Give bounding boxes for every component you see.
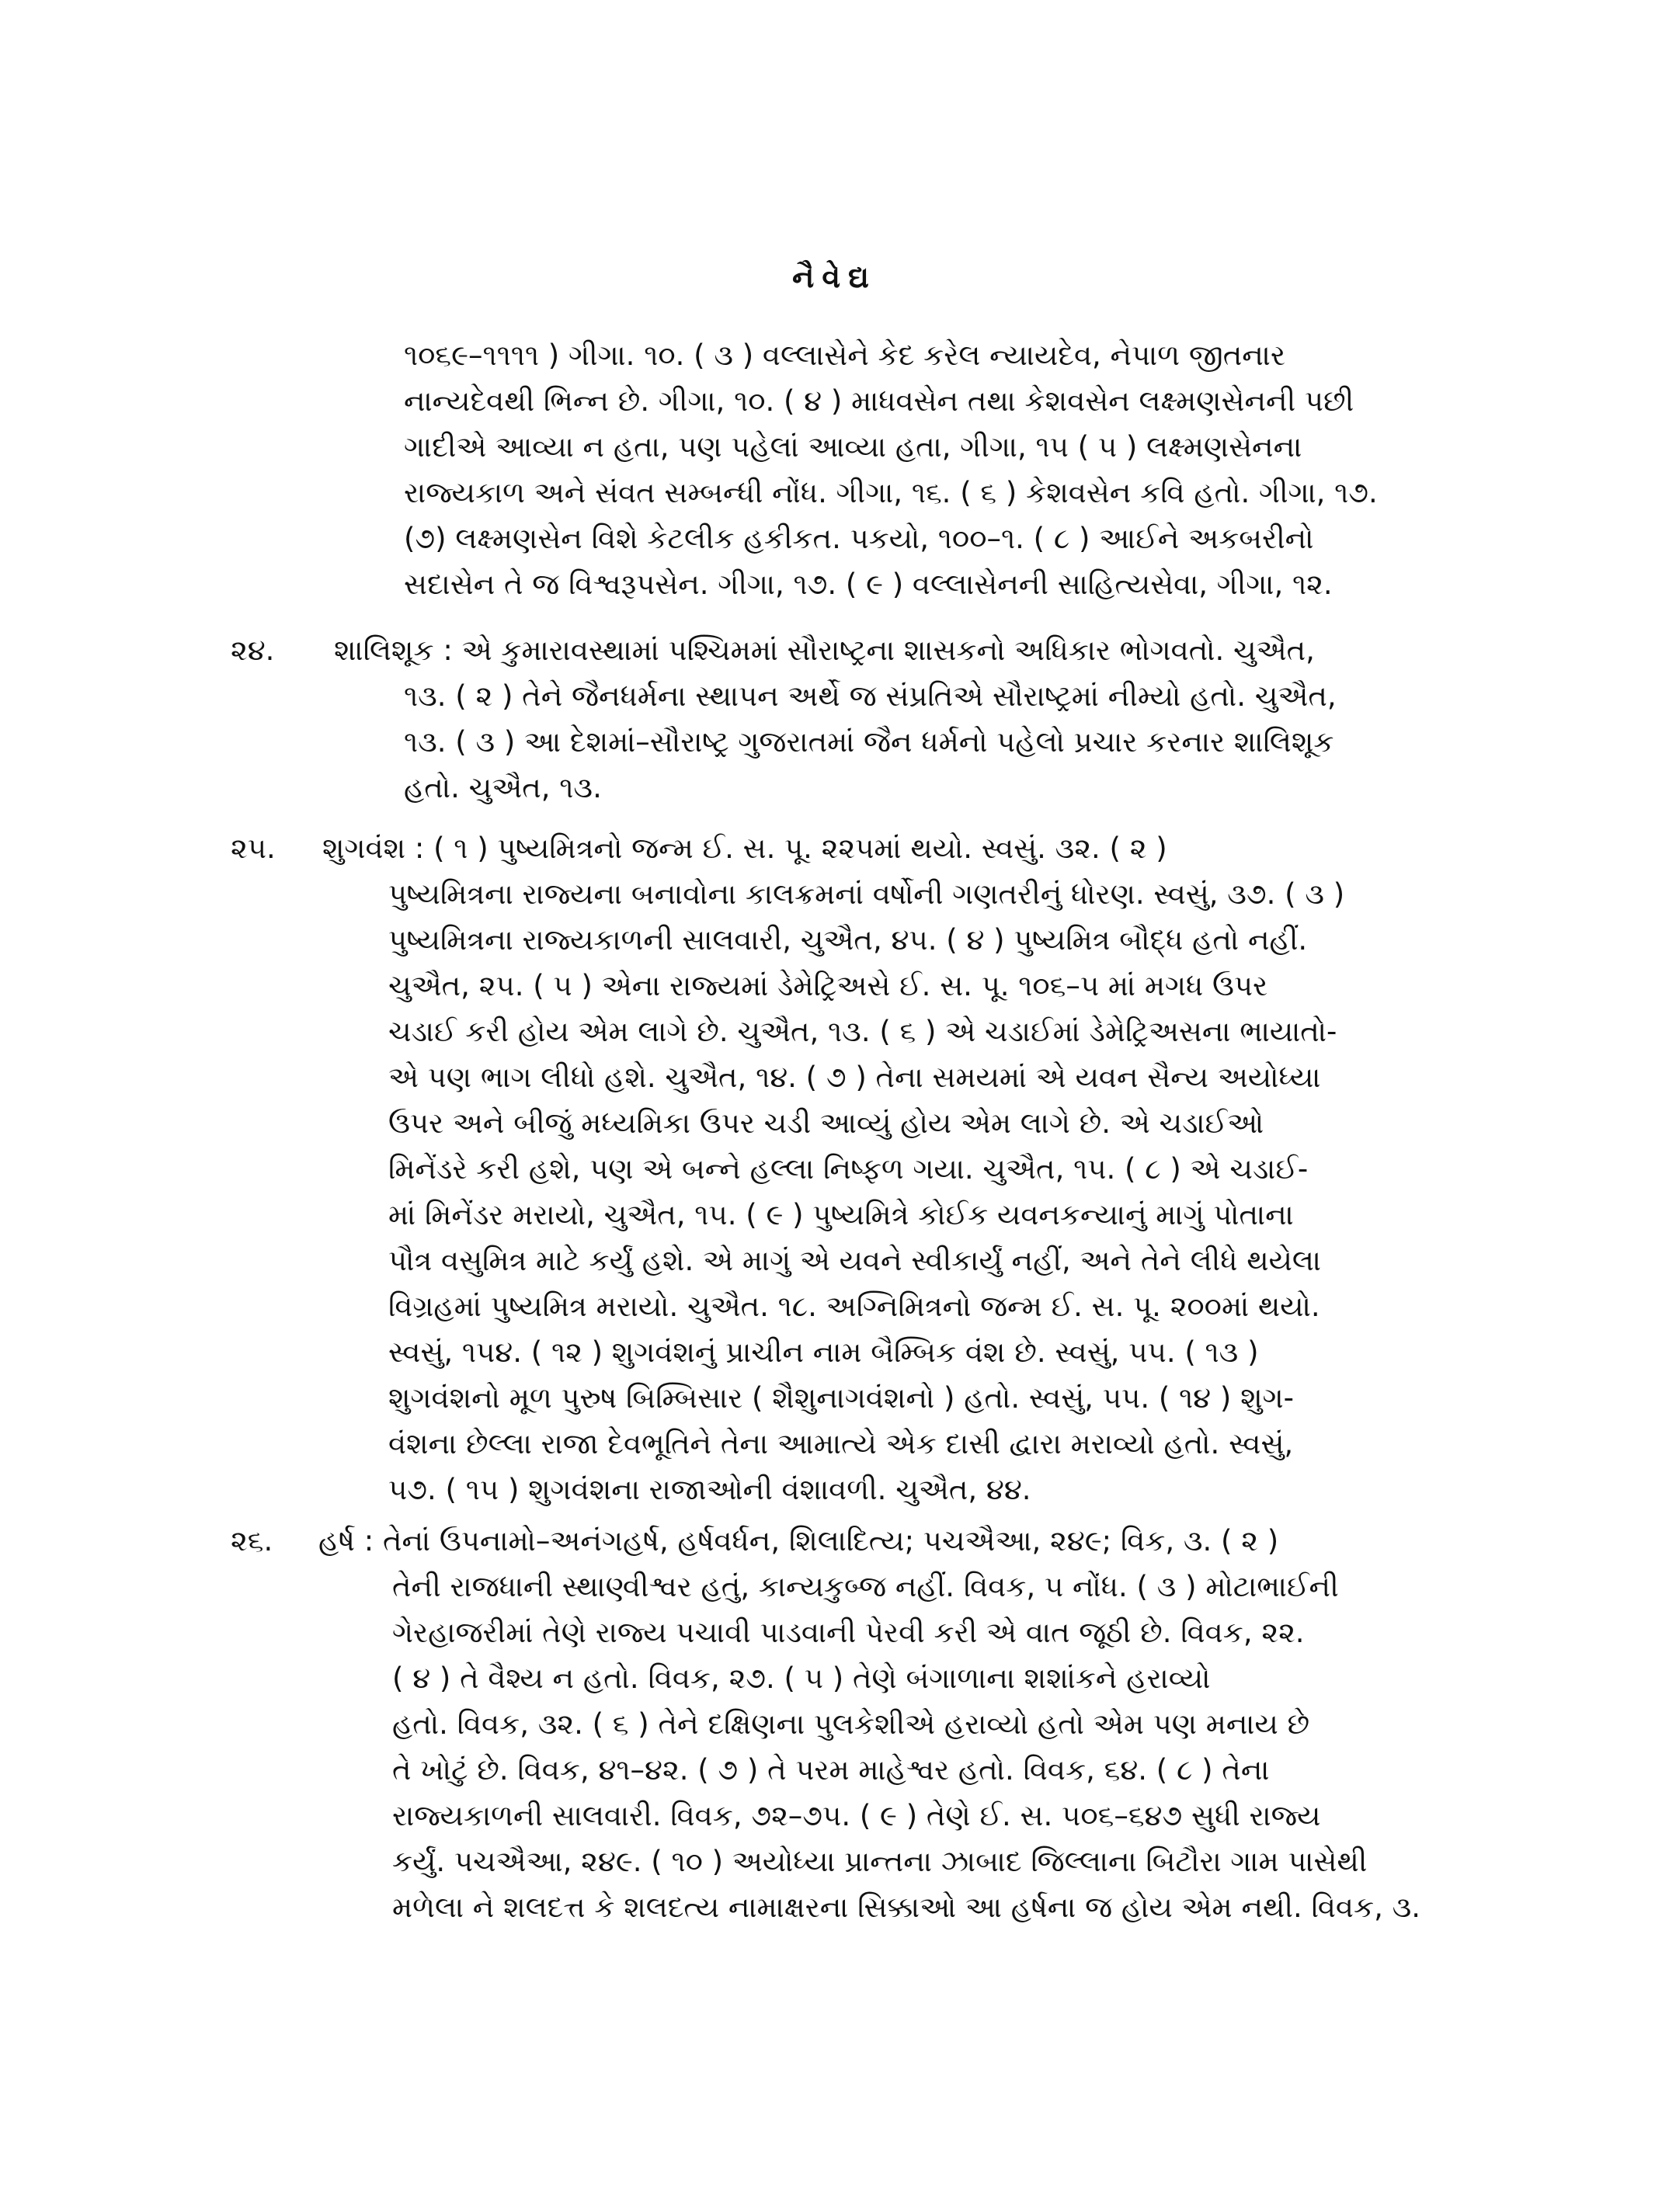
text-line: હતો. વિવક, ૩૨. ( ૬ ) તેને દક્ષિણના પુલકેશીએ હરાવ્યો હતો એમ પણ મનાય છે [392, 1707, 1310, 1741]
text-line: ૧૩. ( ૩ ) આ દેશમાં–સૌરાષ્ટ્ર ગુજરાતમાં જૈન ધર્મનો પહેલો પ્રચાર કરનાર શાલિશૂક [404, 725, 1334, 759]
text-line: વિગ્રહમાં પુષ્યમિત્ર મરાયો. ચુઐત. ૧૮. અગ્નિમિત્રનો જન્મ ઈ. સ. પૂ. ૨૦૦માં થયો. [388, 1290, 1320, 1323]
text-line: શાલિશૂક : એ કુમારાવસ્થામાં પશ્ચિમમાં સૌરાષ્ટ્રના શાસકનો અધિકાર ભોગવતો. ચુઐત, [334, 634, 1315, 667]
text-line: તેની રાજધાની સ્થાણ્વીશ્વર હતું, કાન્યકુબ્જ નહીં. વિવક, ૫ નોંધ. ( ૩ ) મોટાભાઈની [392, 1570, 1339, 1603]
text-line: સદાસેન તે જ વિશ્વરૂપસેન. ગીગા, ૧૭. ( ૯ ) વલ્લાસેનની સાહિત્યસેવા, ગીગા, ૧૨. [404, 568, 1333, 601]
text-line: સ્વસું, ૧૫૪. ( ૧૨ ) શુગવંશનું પ્રાચીન નામ બૈમ્બિક વંશ છે. સ્વસું, ૫૫. ( ૧૩ ) [388, 1335, 1259, 1369]
text-line: એ પણ ભાગ લીધો હશે. ચુઐત, ૧૪. ( ૭ ) તેના સમયમાં એ યવન સૈન્ય અયોધ્યા [388, 1061, 1321, 1094]
text-line: મળેલા ને શલદત્ત કે શલદત્ય નામાક્ષરના સિક્કાઓ આ હર્ષના જ હોય એમ નથી. વિવક, ૩. [392, 1891, 1420, 1924]
text-line: ઉપર અને બીજું મધ્યમિકા ઉપર ચડી આવ્યું હોય એમ લાગે છે. એ ચડાઈઓ [388, 1106, 1264, 1140]
text-line: ૫૭. ( ૧૫ ) શુગવંશના રાજાઓની વંશાવળી. ચુઐત, ૪૪. [388, 1473, 1031, 1506]
text-line: ૧૩. ( ૨ ) તેને જૈનધર્મના સ્થાપન અર્થે જ સંપ્રતિએ સૌરાષ્ટ્રમાં નીમ્યો હતો. ચુઐત, [404, 679, 1337, 713]
text-line: ૧૦૬૯–૧૧૧૧ ) ગીગા. ૧૦. ( ૩ ) વલ્લાસેને કેદ કરેલ ન્યાયદેવ, નેપાળ જીતનાર [404, 339, 1285, 372]
text-line: ( ૪ ) તે વૈશ્ય ન હતો. વિવક, ૨૭. ( ૫ ) તેણે બંગાળાના શશાંકને હરાવ્યો [392, 1662, 1211, 1695]
text-line: નાન્યદેવથી ભિન્ન છે. ગીગા, ૧૦. ( ૪ ) માધવસેન તથા કેશવસેન લક્ષ્મણસેનની પછી [404, 384, 1354, 418]
text-line: ચુઐત, ૨૫. ( ૫ ) એના રાજ્યમાં ડેમેટ્રિઅસે ઈ. સ. પૂ. ૧૦૬–૫ માં મગધ ઉપર [388, 969, 1268, 1002]
text-line: શુગવંશનો મૂળ પુરુષ બિમ્બિસાર ( શૈશુનાગવંશનો ) હતો. સ્વસું, ૫૫. ( ૧૪ ) શુગ- [388, 1381, 1294, 1415]
text-line: તે ખોટું છે. વિવક, ૪૧–૪૨. ( ૭ ) તે પરમ માહેશ્વર હતો. વિવક, ૬૪. ( ૮ ) તેના [392, 1753, 1270, 1787]
text-line: વંશના છેલ્લા રાજા દેવભૂતિને તેના આમાત્યે એક દાસી દ્વારા મરાવ્યો હતો. સ્વસું, [388, 1427, 1294, 1460]
text-line: (૭) લક્ષ્મણસેન વિશે કેટલીક હકીકત. પકયો, ૧૦૦–૧. ( ૮ ) આઈને અકબરીનો [404, 522, 1314, 555]
entry-number: ૨૫. [231, 832, 276, 865]
text-line: રાજ્યકાળની સાલવારી. વિવક, ૭૨–૭૫. ( ૯ ) તેણે ઈ. સ. ૫૦૬–૬૪૭ સુધી રાજ્ય [392, 1799, 1321, 1832]
entry-number: ૨૪. [231, 634, 275, 667]
text-line: મિનેંડરે કરી હશે, પણ એ બન્ને હલ્લા નિષ્ફળ ગયા. ચુઐત, ૧૫. ( ૮ ) એ ચડાઈ- [388, 1152, 1309, 1186]
text-line: પુષ્યમિત્રના રાજ્યના બનાવોના કાલક્રમનાં વર્ષોની ગણતરીનું ધોરણ. સ્વસું, ૩૭. ( ૩ ) [388, 877, 1345, 911]
page-header: નૈવેદ્ય [792, 260, 877, 294]
text-line: માં મિનેંડર મરાયો, ચુઐત, ૧૫. ( ૯ ) પુષ્યમિત્રે કોઈક યવનકન્યાનું માગું પોતાના [388, 1198, 1294, 1231]
entry-number: ૨૬. [231, 1524, 273, 1557]
text-line: ગેરહાજરીમાં તેણે રાજ્ય પચાવી પાડવાની પેરવી કરી એ વાત જૂઠી છે. વિવક, ૨૨. [392, 1616, 1305, 1649]
text-line: ચડાઈ કરી હોય એમ લાગે છે. ચુઐત, ૧૩. ( ૬ ) એ ચડાઈમાં ડેમેટ્રિઅસના ભાયાતો- [388, 1015, 1337, 1048]
text-line: પૌત્ર વસુમિત્ર માટે કર્યું હશે. એ માગું એ યવને સ્વીકાર્યું નહીં, અને તેને લીધે થયેલા [388, 1244, 1321, 1277]
text-line: શુગવંશ : ( ૧ ) પુષ્યમિત્રનો જન્મ ઈ. સ. પૂ. ૨૨૫માં થયો. સ્વસું. ૩૨. ( ૨ ) [322, 832, 1167, 865]
text-line: કર્યું. પચઐઆ, ૨૪૯. ( ૧૦ ) અયોધ્યા પ્રાન્તના ઝાબાદ જિલ્લાના બિટૌરા ગામ પાસેથી [392, 1845, 1368, 1878]
text-line: પુષ્યમિત્રના રાજ્યકાળની સાલવારી, ચુઐત, ૪૫. ( ૪ ) પુષ્યમિત્ર બૌદ્ધ હતો નહીં. [388, 923, 1308, 957]
text-line: રાજ્યકાળ અને સંવત સમ્બન્ધી નોંધ. ગીગા, ૧૬. ( ૬ ) કેશવસેન કવિ હતો. ગીગા, ૧૭. [404, 476, 1378, 509]
text-line: હર્ષ : તેનાં ઉપનામો–અનંગહર્ષ, હર્ષવર્ધન, શિલાદિત્ય; પચઐઆ, ૨૪૯; વિક, ૩. ( ૨ ) [318, 1524, 1279, 1557]
text-line: હતો. ચુઐત, ૧૩. [404, 771, 602, 804]
text-line: ગાદીએ આવ્યા ન હતા, પણ પહેલાં આવ્યા હતા, ગીગા, ૧૫ ( ૫ ) લક્ષ્મણસેનના [404, 430, 1302, 464]
